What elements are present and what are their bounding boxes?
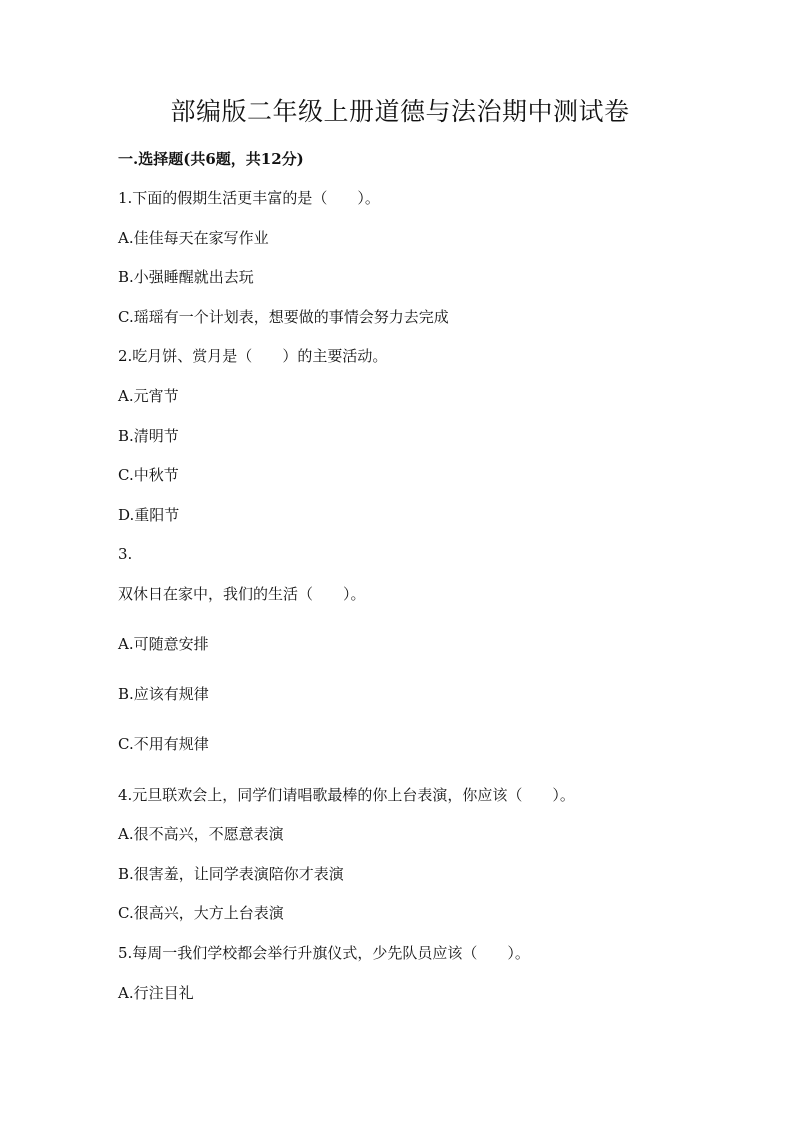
question-2-option-c: C.中秋节 bbox=[118, 466, 179, 484]
question-5-option-a: A.行注目礼 bbox=[118, 984, 194, 1002]
question-4-option-b: B.很害羞，让同学表演陪你才表演 bbox=[118, 865, 344, 883]
question-3-stem: 双休日在家中，我们的生活（ ）。 bbox=[118, 585, 366, 603]
question-3-number: 3. bbox=[118, 545, 133, 563]
question-3-option-a: A.可随意安排 bbox=[118, 635, 209, 653]
question-4-option-c: C.很高兴，大方上台表演 bbox=[118, 904, 284, 922]
question-4-option-a: A.很不高兴，不愿意表演 bbox=[118, 825, 284, 843]
question-2-option-b: B.清明节 bbox=[118, 427, 179, 445]
question-1-option-b: B.小强睡醒就出去玩 bbox=[118, 268, 254, 286]
question-3-option-c: C.不用有规律 bbox=[118, 735, 209, 753]
question-2-stem: 2.吃月饼、赏月是（ ）的主要活动。 bbox=[118, 347, 388, 365]
question-1-option-c: C.瑶瑶有一个计划表，想要做的事情会努力去完成 bbox=[118, 308, 449, 326]
question-5-stem: 5.每周一我们学校都会举行升旗仪式，少先队员应该（ ）。 bbox=[118, 944, 530, 962]
section-heading: 一.选择题(共6题，共12分) bbox=[118, 150, 304, 168]
question-4-stem: 4.元旦联欢会上，同学们请唱歌最棒的你上台表演，你应该（ ）。 bbox=[118, 786, 575, 804]
question-1-option-a: A.佳佳每天在家写作业 bbox=[118, 229, 269, 247]
question-2-option-a: A.元宵节 bbox=[118, 387, 179, 405]
page-title: 部编版二年级上册道德与法治期中测试卷 bbox=[170, 97, 630, 126]
question-2-option-d: D.重阳节 bbox=[118, 506, 180, 524]
question-3-option-b: B.应该有规律 bbox=[118, 685, 209, 703]
question-1-stem: 1.下面的假期生活更丰富的是（ ）。 bbox=[118, 189, 380, 207]
